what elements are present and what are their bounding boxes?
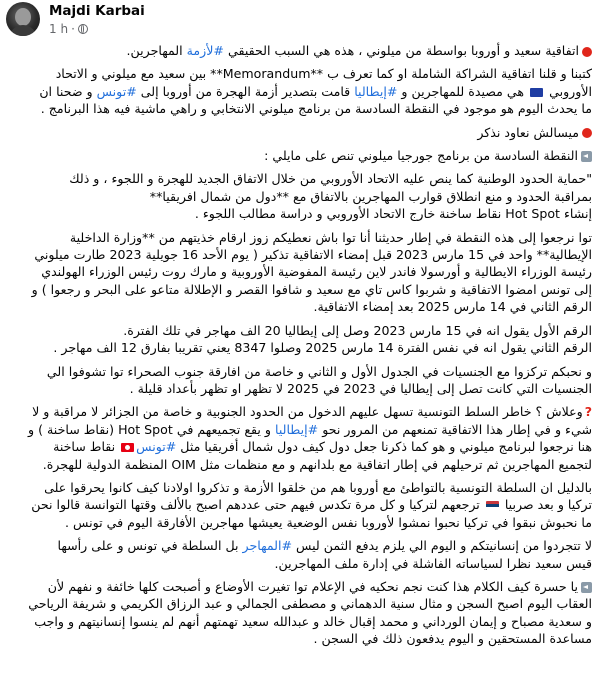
p3-text: ميسالش نعاود نذكر xyxy=(477,124,579,140)
p5-text-a: "حماية الحدود الوطنية كما ينص عليه الاتحاد الأوروبي من خلال الاتفاق الجديد للهجرة و اللجوء ، و ذلك بمراقبة الحدود و منع انطلاق قوارب المهاجرين بالاتفاق مع **دول من شمال افريقيا** xyxy=(69,171,592,204)
paragraph-1 xyxy=(28,42,592,59)
tunisia-flag-icon xyxy=(121,443,134,452)
p2-text-d: و ضحنا ان ما يحدث اليوم هو موجود في النقطة السادسة من برنامج ميلوني الانتخابي و راهي ماشية فيه هذا البرنامج . xyxy=(39,83,592,117)
p11-text-b: بل السلطة في تونس و على رأسها قيس سعيد نظرا لسياساته الفاشلة في إدارة ملف المهاجرين. xyxy=(57,538,592,571)
hashtag-tunisia-2[interactable]: #تونس xyxy=(136,439,177,455)
paragraph-11 xyxy=(28,537,592,572)
red-question-icon: ? xyxy=(584,404,592,420)
globe-icon xyxy=(78,24,88,34)
p7-text-b: الرقم الثاني يقول انه في نفس الفترة 14 مارس 2025 وصلوا 8347 يعني تقريبا بفارق 12 الف مهاجر . xyxy=(53,340,592,356)
red-circle-icon xyxy=(582,47,592,57)
p8-text: و نحبكم تركزوا مع الجنسيات في الجدول الأول و الثاني و خاصة من افارقة جنوب الصحراء توا تشوفوا الي الجنسيات التي كانت تصل إلى إيطاليا في 2023 في 2025 لا تظهر او تظهر بأعداد قليلة . xyxy=(46,363,592,396)
p1-text-b: المهاجرين. xyxy=(126,43,187,58)
avatar-face xyxy=(15,8,31,26)
author-name[interactable]: Majdi Karbai xyxy=(49,3,145,19)
post-time[interactable]: 1 h xyxy=(49,22,69,36)
p2-text-c: قامت بتصدير أزمة الهجرة من أوروبا إلى xyxy=(136,83,355,99)
paragraph-12 xyxy=(28,578,592,648)
p12-text: يا حسرة كيف الكلام هذا كنت نجم نحكيه في الإعلام توا تغيرت الأوضاع و أصبحت كلها خائفة و نفهم لأن العقاب اليوم اصبح السجن و مثال سنية الدهماني و مصطفى الجمالي و عبد الرزاق الكريمي و شريفة الرياحي و سعدية مصباح و إيمان الورداني و محمد إقبال خالد و عبدالله سعيد تهمتهم أنهم لم ينسوا إنسانيتهم و واجب مساعدة المستحقين و اليوم يدفعون ذلك في السجن . xyxy=(28,578,592,647)
paragraph-2 xyxy=(28,65,592,117)
p4-text: النقطة السادسة من برنامج جورجيا ميلوني تنص على مايلي : xyxy=(264,148,578,164)
paragraph-9 xyxy=(28,403,592,473)
paragraph-7 xyxy=(28,322,592,357)
post-meta xyxy=(49,22,88,36)
eu-flag-icon xyxy=(530,88,543,97)
paragraph-8 xyxy=(28,363,592,398)
p9-text-b: و يقع تجميعهم في Hot Spot (نقاط ساخنة ) و هنا نرجعوا لبرنامج ميلوني و هو كما ذكرنا جعل دول كيف دول شمال أفريقيا مثل xyxy=(28,421,592,455)
p5-text-b: إنشاء Hot Spot نقاط ساخنة خارج الاتحاد الأوروبي و دراسة مطالب اللجوء . xyxy=(194,206,592,222)
p2-text-a: كتبنا و قلنا اتفاقية الشراكة الشاملة او كما تعرف ب **Memorandum** بين سعيد مع ميلوني و الاتحاد الأوروبي xyxy=(55,66,592,99)
p7-text-a: الرقم الأول يقول انه في 15 مارس 2023 وصل إلى إيطاليا 20 الف مهاجر في تلك الفترة. xyxy=(123,322,592,338)
p9-text-c: نقاط ساخنة لتجميع المهاجرين ثم ترحيلهم في إطار اتفاقية مع بلدانهم و مع منظمات مثل OIM المنظمة الدولية للهجرة. xyxy=(42,439,592,472)
arrow-left-box-icon xyxy=(581,151,592,162)
post-header xyxy=(0,0,608,44)
paragraph-3 xyxy=(28,124,592,141)
paragraph-6 xyxy=(28,229,592,316)
avatar[interactable] xyxy=(6,2,40,36)
p9-text-a: وعلاش ؟ خاطر السلط التونسية تسهل عليهم الدخول من الحدود الجنوبية و خاصة من الجزائر لا مراقبة و لا شيء و في إطار هذا الاتفاقية تمنعهم من المرور نحو xyxy=(32,404,592,437)
hashtag-italy[interactable]: #إيطاليا xyxy=(354,83,398,99)
meta-separator: · xyxy=(71,22,75,36)
serbia-flag-icon xyxy=(486,501,499,510)
p11-text-a: لا تتجردوا من إنسانيتكم و اليوم الي يلزم يدفع الثمن ليس xyxy=(292,538,592,554)
paragraph-4 xyxy=(28,147,592,164)
paragraph-5 xyxy=(28,170,592,222)
p1-text-a: اتفاقية سعيد و أوروبا بواسطة من ميلوني ، هذه هي السبب الحقيقي xyxy=(223,43,579,58)
p10-text-b: ترجعهم لتركيا و كل مرة تكدس فيهم حتى عددهم اصبح بالألف وقتها التوانسة قالوا نحن ما نحبوش نبقوا في تركيا نحبوا نمشوا لأوروبا نفس الوضعية يعيشها مهاجرين الأفارقة اليوم في تونس . xyxy=(31,497,592,530)
hashtag-crisis[interactable]: #لأزمة xyxy=(186,43,224,58)
p2-text-b: هي مصيدة للمهاجرين و xyxy=(397,83,529,99)
red-circle-icon xyxy=(582,128,592,138)
hashtag-tunisia[interactable]: #تونس xyxy=(96,83,137,99)
arrow-left-box-icon xyxy=(581,582,592,593)
hashtag-italy-2[interactable]: #إيطاليا xyxy=(274,421,319,437)
paragraph-10 xyxy=(28,479,592,531)
p10-text-a: بالدليل ان السلطة التونسية بالتواطئ مع أوروبا هم من خلقوا الأزمة و تذكروا اولادنا كيف كانوا يحرقوا على تركيا و بعد صربيا xyxy=(44,479,592,513)
avatar-shoulders xyxy=(9,25,37,36)
post-content xyxy=(28,42,592,654)
hashtag-migrant[interactable]: #المهاجر xyxy=(242,538,293,554)
p6-text: توا نرجعوا إلى هذه النقطة في إطار حديثنا أنا توا باش نعطيكم زوز ارقام خذيتهم من **وزارة الداخلية الإيطالية** واحد في 15 مارس 2023 قبل إمضاء الاتفاقية تذكير ( يوم الأحد 16 جويلية 2023 طارت ميلوني رئيسة الوزراء الايطالية و أورسولا فاندر لاين رئيسة المفوضية الأوروبية و مارك روت رئيس الوزراء الهولندي إلى تونس امضوا الاتفاقية و شربوا كاس تاي مع سعيد و شافوا القصر و الإطلالة متاعو على البحر و رجعوا ) و الرقم الثاني في 14 مارس 2025 بعد إمضاء الاتفاقية. xyxy=(31,229,592,315)
